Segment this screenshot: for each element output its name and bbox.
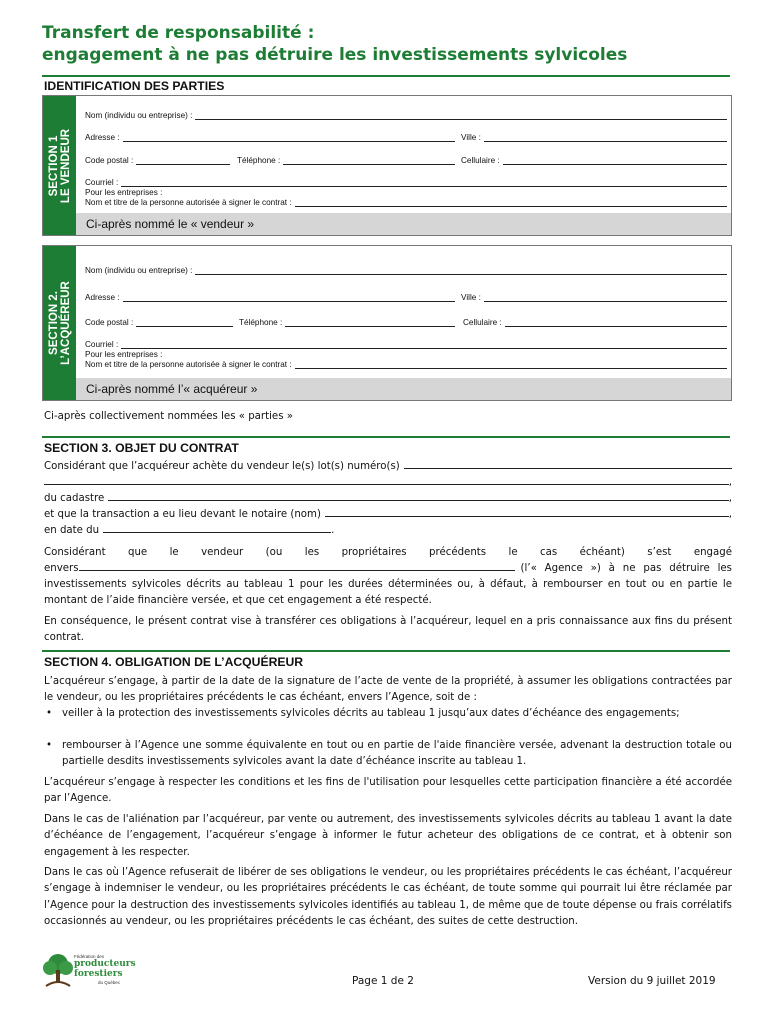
federation-logo — [40, 952, 140, 992]
seller-address-line[interactable] — [123, 133, 455, 142]
lots-number-blank[interactable] — [404, 459, 732, 469]
section3-p2-rest: investissements sylvicoles décrits au tableau 1 pour les durées déterminées ou, à défaut, à rembourser en tout ou en partie le montant de l’aide financière versée, et que cet engagement a été respecté. — [44, 579, 732, 607]
buyer-phone-line[interactable] — [285, 318, 455, 327]
section4-header: SECTION 4. OBLIGATION DE L’ACQUÉREUR — [44, 655, 304, 669]
section4-p2: L’acquéreur s’engage à respecter les conditions et les fins de l'utilisation pour lesquelles cette participation financière a été accordée par l’Agence. — [44, 777, 732, 805]
title-rule — [42, 75, 730, 77]
seller-cell-line[interactable] — [503, 156, 727, 165]
bullet-dot-icon: • — [46, 740, 53, 751]
buyer-name-field[interactable] — [85, 266, 727, 275]
version-date: Version du 9 juillet 2019 — [588, 975, 716, 987]
seller-phone-label: Téléphone : — [237, 156, 281, 165]
buyer-section — [42, 245, 732, 401]
buyer-sidebar-line1: SECTION 2. — [47, 291, 60, 355]
seller-city-label: Ville : — [461, 133, 481, 142]
buyer-address-line[interactable] — [123, 293, 455, 302]
seller-sidebar — [43, 96, 76, 235]
buyer-address-field[interactable] — [85, 293, 455, 302]
section3-p3: En conséquence, le présent contrat vise à transférer ces obligations à l’acquéreur, lequel en a pris connaissance aux fins du présent contrat. — [44, 616, 732, 644]
seller-authorized-line[interactable] — [295, 198, 727, 207]
buyer-companies-label: Pour les entreprises : — [85, 350, 163, 359]
seller-email-label: Courriel : — [85, 178, 119, 187]
section4-bullet-1 — [44, 706, 732, 722]
buyer-phone-field[interactable] — [239, 318, 455, 327]
seller-sidebar-line1: SECTION 1 — [47, 135, 60, 196]
cadastre-text: du cadastre — [44, 493, 105, 504]
agency-blank[interactable] — [79, 561, 515, 571]
section3-p2-line1: Considérant que le vendeur (ou les propriétaires précédents le cas échéant) s’est engagé — [44, 547, 732, 558]
buyer-email-field[interactable] — [85, 340, 727, 349]
section3-header: SECTION 3. OBJET DU CONTRAT — [44, 441, 239, 455]
seller-named-as: Ci-après nommé le « vendeur » — [76, 213, 731, 235]
buyer-authorized-field[interactable] — [85, 360, 727, 369]
buyer-phone-label: Téléphone : — [239, 318, 283, 327]
buyer-address-label: Adresse : — [85, 293, 120, 302]
buyer-cell-field[interactable] — [463, 318, 727, 327]
collective-text: Ci-après collectivement nommées les « parties » — [44, 411, 293, 422]
buyer-city-label: Ville : — [461, 293, 481, 302]
seller-section — [42, 95, 732, 236]
logo-line-2: producteurs — [74, 959, 136, 969]
logo-line-4: du Québec — [98, 980, 121, 985]
seller-address-label: Adresse : — [85, 133, 120, 142]
seller-cell-field[interactable] — [461, 156, 727, 165]
section3-lots-line — [44, 459, 732, 475]
section4-p4: Dans le cas où l’Agence refuserait de libérer de ses obligations le vendeur, ou les propriétaires précédents le cas échéant, l’acquéreur s’engage à indemniser le vendeur, ou les propriétaires précédents le cas échéant, de toute somme qui pourrait lui être réclamée par l’Agence pour la destruction des investissements sylvicoles identifiés au tableau 1, de même que de toute dépense ou frais corrélatifs occasionnés au vendeur, ou les propriétaires précédents le cas échéant, des suites de cette destruction. — [44, 867, 732, 928]
seller-authorized-field[interactable] — [85, 198, 727, 207]
seller-email-line[interactable] — [121, 178, 727, 187]
bullet-dot-icon: • — [46, 708, 53, 719]
seller-companies-label: Pour les entreprises : — [85, 188, 163, 197]
lots-comma: , — [728, 477, 732, 488]
section4-bullet-2 — [44, 738, 732, 771]
date-blank[interactable] — [103, 523, 331, 533]
date-text: en date du — [44, 525, 100, 536]
seller-postal-line[interactable] — [136, 156, 230, 165]
envers-text: envers — [44, 563, 79, 574]
notary-blank[interactable] — [325, 507, 729, 517]
buyer-cell-line[interactable] — [505, 318, 727, 327]
buyer-name-line[interactable] — [195, 266, 727, 275]
seller-sidebar-line2: LE VENDEUR — [59, 128, 72, 203]
seller-postal-label: Code postal : — [85, 156, 134, 165]
buyer-name-label: Nom (individu ou entreprise) : — [85, 266, 193, 275]
buyer-authorized-line[interactable] — [295, 360, 727, 369]
bullet-1-text: veiller à la protection des investissements sylvicoles décrits au tableau 1 jusqu’aux dates d’échéance des engagements; — [62, 708, 680, 719]
cadastre-comma: , — [728, 493, 732, 504]
section3-date-line — [44, 523, 732, 539]
buyer-cell-label: Cellulaire : — [463, 318, 502, 327]
seller-city-line[interactable] — [484, 133, 727, 142]
title-line-1: Transfert de responsabilité : — [42, 23, 315, 43]
seller-address-field[interactable] — [85, 133, 455, 142]
seller-email-field[interactable] — [85, 178, 727, 187]
buyer-sidebar-line2: L’ACQUÉREUR — [59, 281, 72, 365]
section4-rule — [42, 650, 730, 652]
buyer-named-as: Ci-après nommé l’« acquéreur » — [76, 378, 731, 400]
section3-cadastre-line — [44, 491, 732, 507]
buyer-postal-label: Code postal : — [85, 318, 134, 327]
buyer-email-label: Courriel : — [85, 340, 119, 349]
seller-city-field[interactable] — [461, 133, 727, 142]
logo-line-3: forestiers — [74, 969, 123, 979]
seller-name-label: Nom (individu ou entreprise) : — [85, 111, 193, 120]
section3-rule — [42, 436, 730, 438]
date-period: . — [331, 525, 335, 536]
notary-text: et que la transaction a eu lieu devant le notaire (nom) — [44, 509, 321, 520]
agence-text: (l’« Agence ») à ne pas détruire les — [520, 563, 732, 574]
section3-p2-line2 — [44, 561, 732, 577]
tree-icon — [40, 952, 76, 990]
buyer-authorized-label: Nom et titre de la personne autorisée à signer le contrat : — [85, 360, 292, 369]
section4-p1: L’acquéreur s’engage, à partir de la date de la signature de l’acte de vente de la propriété, à assumer les obligations contractées par le vendeur, ou les propriétaires précédents le cas échéant, envers l’Agence, soit de : — [44, 676, 732, 704]
lots-continuation-blank[interactable] — [44, 475, 729, 485]
seller-phone-field[interactable] — [237, 156, 455, 165]
document-title — [42, 22, 627, 66]
seller-phone-line[interactable] — [283, 156, 455, 165]
seller-name-field[interactable] — [85, 111, 727, 120]
seller-name-line[interactable] — [195, 111, 727, 120]
section3-lots-text: Considérant que l’acquéreur achète du vendeur le(s) lot(s) numéro(s) — [44, 461, 400, 472]
buyer-city-field[interactable] — [461, 293, 727, 302]
logo-line-1: Fédération des — [74, 954, 105, 959]
section3-notary-line — [44, 507, 732, 523]
cadastre-blank[interactable] — [108, 491, 729, 501]
page-number: Page 1 de 2 — [352, 975, 414, 987]
buyer-postal-field[interactable] — [85, 318, 233, 327]
title-line-2: engagement à ne pas détruire les investissements sylvicoles — [42, 45, 628, 65]
seller-postal-field[interactable] — [85, 156, 230, 165]
buyer-postal-line[interactable] — [136, 318, 233, 327]
seller-cell-label: Cellulaire : — [461, 156, 500, 165]
section4-p3: Dans le cas de l'aliénation par l’acquéreur, par vente ou autrement, des investissements sylvicoles décrits au tableau 1 avant la date d’échéance de l’engagement, l’acquéreur s’engage à informer le futur acheteur des obligations de ce contrat, et à obtenir son engagement à les respecter. — [44, 814, 732, 858]
section3-lots-cont-line — [44, 475, 732, 491]
buyer-city-line[interactable] — [484, 293, 727, 302]
notary-comma: , — [728, 509, 732, 520]
buyer-sidebar — [43, 246, 76, 400]
bullet-2-text: rembourser à l’Agence une somme équivalente en tout ou en partie de l'aide financière versée, advenant la destruction totale ou partielle desdits investissements sylvicoles avant la date d’échéance inscrite au tableau 1. — [62, 740, 732, 768]
buyer-email-line[interactable] — [121, 340, 727, 349]
seller-authorized-label: Nom et titre de la personne autorisée à signer le contrat : — [85, 198, 292, 207]
identification-header: IDENTIFICATION DES PARTIES — [44, 79, 225, 93]
